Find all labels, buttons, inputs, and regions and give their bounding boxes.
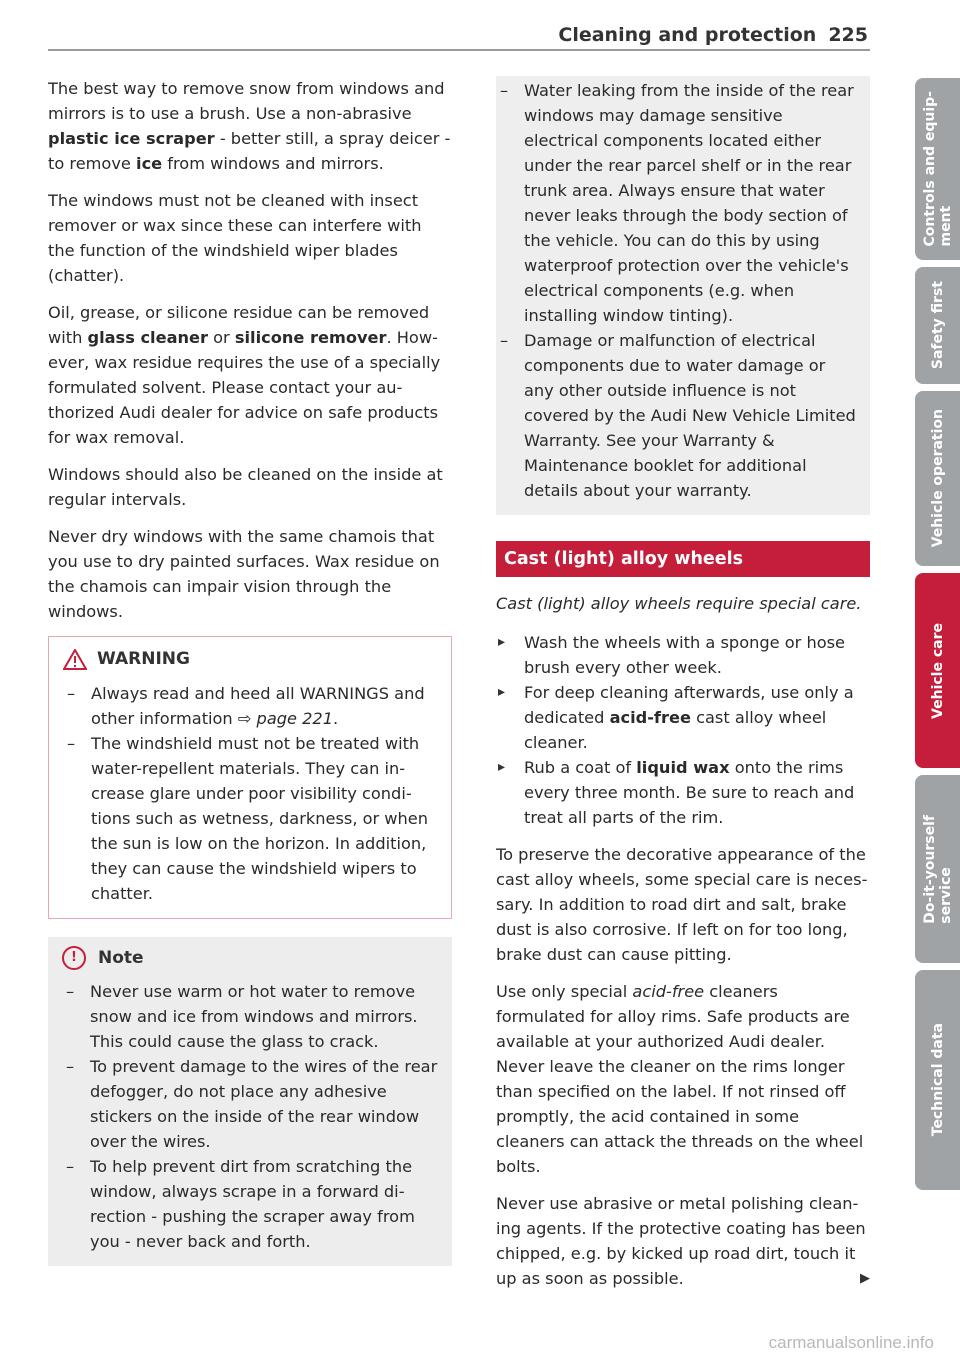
note-exclamation-icon: ! — [62, 946, 86, 970]
warning-title: WARNING — [97, 648, 190, 669]
step-item: ▸ For deep cleaning afterwards, use only a dedicated acid-free cast alloy wheel cleaner. — [496, 680, 870, 755]
paragraph-inside-cleaning: Windows should also be cleaned on the inside at regular intervals. — [48, 465, 443, 509]
paragraph-insect-remover: The windows must not be cleaned with insect remover or wax since these can interfere with the function of the windshield wiper blades (chatter). — [48, 191, 422, 285]
paragraph-chamois: Never dry windows with the same chamois that you use to dry painted surfaces. Wax residue on the chamois can impair vision through the windows. — [48, 527, 440, 621]
note-list — [62, 979, 438, 1254]
chapter-tabs — [915, 78, 960, 1197]
continue-arrow-icon: ▶ — [860, 1271, 870, 1286]
step-item: ▸ Rub a coat of liquid wax onto the rims every three month. Be sure to reach and treat all parts of the rim. — [496, 755, 870, 830]
note-title: Note — [98, 947, 144, 968]
tab-technical-data[interactable]: Technical data — [915, 970, 960, 1190]
section-heading-alloy-wheels: Cast (light) alloy wheels — [496, 541, 870, 577]
tab-vehicle-operation[interactable]: Vehicle operation — [915, 391, 960, 566]
paragraph-acid-free: Use only special acid-free cleaners formulated for alloy rims. Safe products are available at your authorized Audi dealer. Never leave the cleaner on the rims longer than specified on the label. If not rinsed off promptly, the acid contained in some cleaners can attack the threads on the wheel bolts. — [496, 982, 864, 1176]
page-header — [558, 24, 868, 46]
warning-triangle-icon — [63, 649, 87, 670]
continued-note-box — [496, 76, 870, 515]
left-column — [48, 76, 452, 1266]
step-item: ▸ Wash the wheels with a sponge or hose brush every other week. — [496, 630, 870, 680]
right-column — [496, 76, 870, 1303]
paragraph-residue: Oil, grease, or silicone residue can be removed with glass cleaner or silicone remover. However, wax residue requires the use of a specially formulated solvent. Please contact your authorized Audi dealer for advice on safe products for wax removal. — [48, 303, 441, 447]
note-box — [48, 937, 452, 1266]
tab-safety-first[interactable]: Safety first — [915, 267, 960, 384]
tab-do-it-yourself-service[interactable]: Do-it-yourself service — [915, 775, 960, 963]
warning-box — [48, 636, 452, 919]
watermark: carmanualsonline.info — [768, 1333, 934, 1352]
tab-vehicle-care[interactable]: Vehicle care — [915, 573, 960, 768]
note-item: – Never use warm or hot water to remove snow and ice from windows and mirrors. This could cause the glass to crack. — [62, 979, 438, 1054]
paragraph-abrasive: Never use abrasive or metal polishing cleaning agents. If the protective coating has been chipped, e.g. by kicked up road dirt, touch it up as soon as possible. ▶ — [496, 1191, 870, 1291]
continued-note-list — [496, 78, 860, 503]
note-item: – Water leaking from the inside of the rear windows may damage sensitive electrical components located either under the rear parcel shelf or in the rear trunk area. Always ensure that water never leaks through the body section of the vehicle. You can do this by using waterproof protection over the vehicle's electrical components (e.g. when installing window tinting). — [496, 78, 860, 328]
page-number: 225 — [828, 24, 868, 46]
warning-item: – The windshield must not be treated with water-repellent materials. They can increase glare under poor visibility conditions such as wetness, darkness, or when the sun is low on the horizon. In addition, they can cause the windshield wipers to chatter. — [63, 731, 437, 906]
step-list — [496, 630, 870, 830]
warning-item: – Always read and heed all WARNINGS and other information ⇨ page 221. — [63, 681, 437, 731]
warning-heading — [63, 637, 437, 681]
header-rule — [48, 49, 870, 51]
note-item: – Damage or malfunction of electrical components due to water damage or any other outside influence is not covered by the Audi New Vehicle Limited Warranty. See your Warranty & Maintenance booklet for additional details about your warranty. — [496, 328, 860, 503]
section-subtitle: Cast (light) alloy wheels require special care. — [496, 594, 862, 613]
note-heading — [62, 937, 438, 979]
paragraph-snow-removal: The best way to remove snow from windows and mirrors is to use a brush. Use a non-abrasive plastic ice scraper - better still, a spray deicer - to remove ice from windows and mirrors. — [48, 79, 451, 173]
warning-list — [63, 681, 437, 906]
paragraph-decorative-appearance: To preserve the decorative appearance of the cast alloy wheels, some special care is necessary. In addition to road dirt and salt, brake dust is also corrosive. If left on for too long, brake dust can cause pitting. — [496, 845, 868, 964]
header-title: Cleaning and protection — [558, 24, 817, 46]
page-reference-link[interactable]: ⇨ page 221 — [237, 709, 334, 728]
note-item: – To help prevent dirt from scratching the window, always scrape in a forward direction - pushing the scraper away from you - never back and forth. — [62, 1154, 438, 1254]
note-item: – To prevent damage to the wires of the rear defogger, do not place any adhesive stickers on the inside of the rear window over the wires. — [62, 1054, 438, 1154]
tab-controls-and-equipment[interactable]: Controls and equip- ment — [915, 78, 960, 260]
